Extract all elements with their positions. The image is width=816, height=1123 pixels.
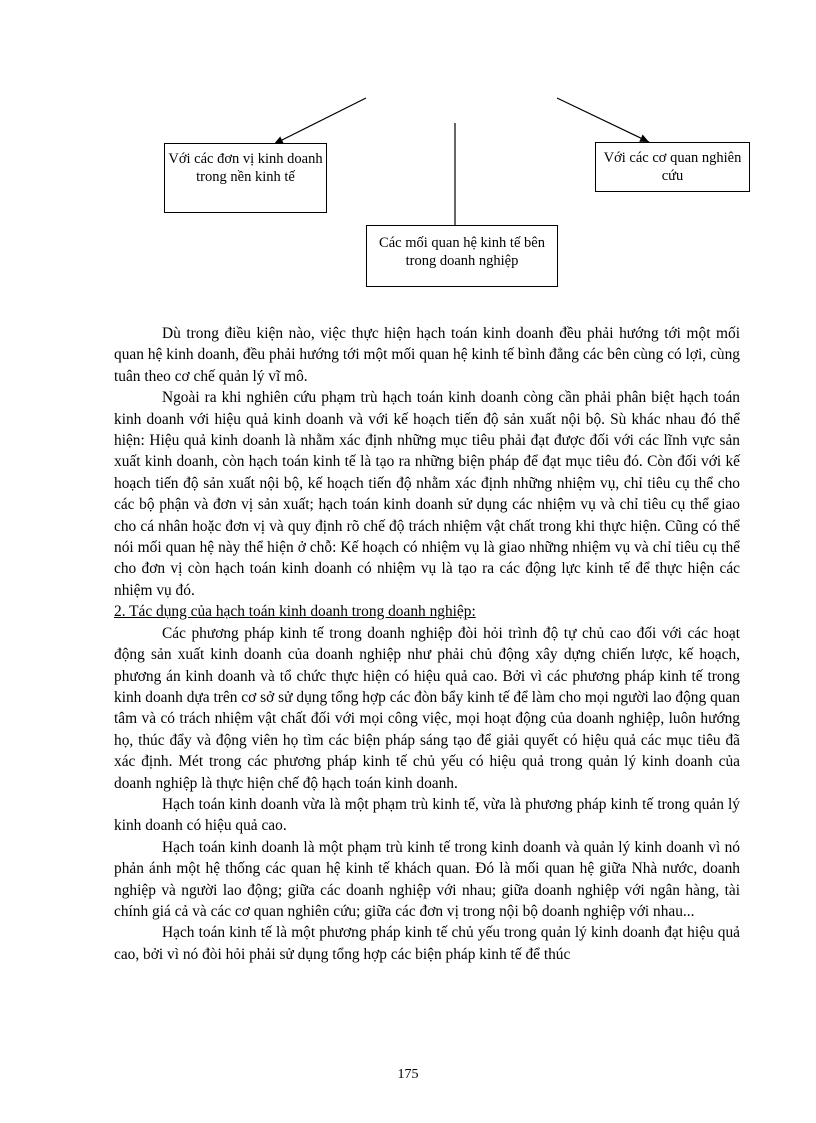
arrow-right xyxy=(557,98,649,142)
paragraph: Hạch toán kinh doanh là một phạm trù kinh tế trong kinh doanh và quản lý kinh doanh vì nó phản ánh một hệ thống các quan hệ kinh tế khách quan. Đó là mối quan hệ giữa Nhà nước, doanh nghiệp và người lao động; giữa các doanh nghiệp với nhau; giữa doanh nghiệp với ngân hàng, tài chính giá cả và các cơ quan nghiên cứu; giữa các đơn vị trong nội bộ doanh nghiệp với nhau... xyxy=(114,838,740,920)
diagram-box-business-units xyxy=(164,143,327,213)
box-label: Các mối quan hệ kinh tế bên trong doanh nghiệp xyxy=(379,235,545,269)
diagram-box-internal-relations xyxy=(366,225,558,287)
diagram-box-research-agencies xyxy=(595,142,750,192)
section-heading: 2. Tác dụng của hạch toán kinh doanh trong doanh nghiệp: xyxy=(114,603,476,621)
paragraph: Dù trong điều kiện nào, việc thực hiện hạch toán kinh doanh đều phải hướng tới một mối quan hệ kinh doanh, đều phải hướng tới một mối quan hệ kinh tế bình đẳng các bên cùng có lợi, cùng tuân theo cơ chế quản lý vĩ mô. xyxy=(114,325,740,385)
paragraph: Hạch toán kinh tế là một phương pháp kinh tế chủ yếu trong quản lý kinh doanh đạt hiệu quả cao, bởi vì nó đòi hỏi phải sử dụng tổng hợp các biện pháp kinh tế để thúc xyxy=(114,924,740,963)
paragraph: Các phương pháp kinh tế trong doanh nghiệp đòi hỏi trình độ tự chủ cao đối với các hoạt động sản xuất kinh doanh của doanh nghiệp như phải chủ động xây dựng chiến lược, kế hoạch, phương án kinh doanh và tổ chức thực hiện có hiệu quả cao. Bởi vì các phương pháp kinh tế trong kinh doanh dựa trên cơ sở sử dụng tổng hợp các đòn bẩy kinh tế để làm cho mọi người lao động quan tâm và có trách nhiệm vật chất đối với mọi công việc, mọi hoạt động của doanh nghiệp, luôn hướng họ, thúc đẩy và động viên họ tìm các biện pháp sáng tạo để giải quyết có hiệu quả các mục tiêu đã xác định. Mét trong các phương pháp kinh tế chủ yếu có hiệu quả trong quản lý kinh doanh của doanh nghiệp là thực hiện chế độ hạch toán kinh doanh. xyxy=(114,624,740,792)
document-body xyxy=(114,323,740,965)
box-label: Với các đơn vị kinh doanh trong nền kinh tế xyxy=(168,151,323,185)
box-label: Với các cơ quan nghiên cứu xyxy=(603,150,742,184)
page-number: 175 xyxy=(397,1067,419,1082)
arrow-left xyxy=(274,98,366,144)
paragraph: Ngoài ra khi nghiên cứu phạm trù hạch toán kinh doanh còng cần phải phân biệt hạch toán kinh doanh với hiệu quả kinh doanh và với kế hoạch tiến độ sản xuất nội bộ. Sù khác nhau đó thể hiện: Hiệu quả kinh doanh là nhằm xác định những mục tiêu phải đạt được đối với các lĩnh vực sản xuất kinh doanh, còn hạch toán kinh tế là tạo ra những biện pháp để đạt mục tiêu đó. Còn đối với kế hoạch tiến độ sản xuất nội bộ, kế hoạch tiến độ nhằm xác định những nhiệm vụ, chỉ tiêu cụ thể cho các bộ phận và đơn vị sản xuất; hạch toán kinh doanh sử dụng các nhiệm vụ và chỉ tiêu cụ thể giao cho cá nhân hoặc đơn vị và quy định rõ chế độ trách nhiệm vật chất trong khi thực hiện. Cũng có thể nói mối quan hệ này thể hiện ở chỗ: Kế hoạch có nhiệm vụ là giao những nhiệm vụ và chỉ tiêu cụ thể cho đơn vị còn hạch toán kinh doanh có nhiệm vụ là tạo ra các động lực kinh tế để thực hiện các nhiệm vụ đó. xyxy=(114,389,740,599)
paragraph: Hạch toán kinh doanh vừa là một phạm trù kinh tế, vừa là phương pháp kinh tế trong quản lý kinh doanh có hiệu quả cao. xyxy=(114,795,740,835)
